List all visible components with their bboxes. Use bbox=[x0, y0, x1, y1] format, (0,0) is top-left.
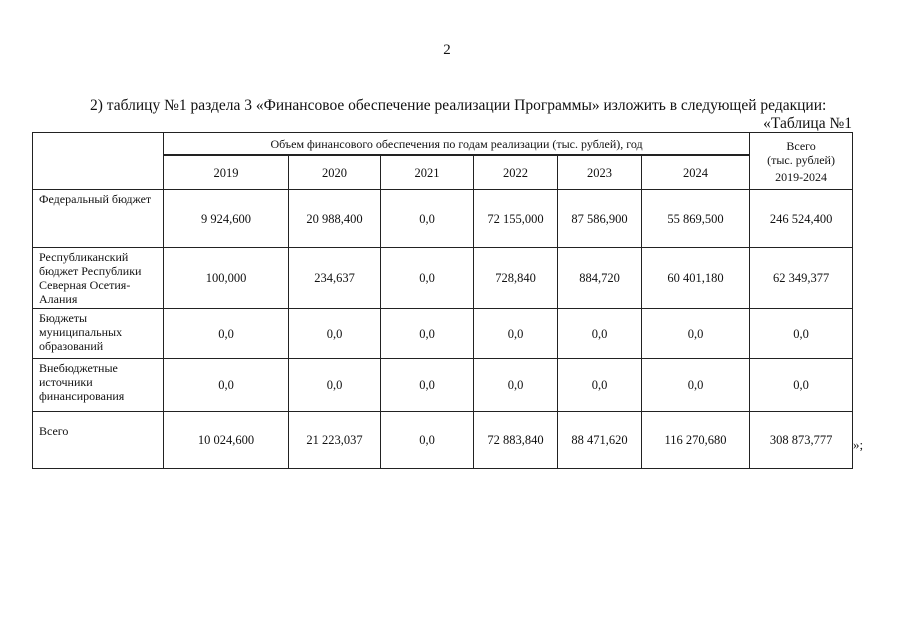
page-number: 2 bbox=[443, 42, 451, 58]
row-label: Федеральный бюджет bbox=[33, 190, 164, 248]
value-cell: 728,840 bbox=[474, 248, 558, 309]
value-cell: 55 869,500 bbox=[642, 190, 750, 248]
year-header-2021: 2021 bbox=[381, 155, 474, 190]
value-cell: 0,0 bbox=[558, 359, 642, 412]
total-cell: 308 873,777 bbox=[750, 412, 853, 469]
value-cell: 0,0 bbox=[642, 359, 750, 412]
table-row-federal-budget bbox=[33, 190, 853, 248]
value-cell: 116 270,680 bbox=[642, 412, 750, 469]
value-cell: 20 988,400 bbox=[289, 190, 381, 248]
table-row-republican-budget bbox=[33, 248, 853, 309]
value-cell: 0,0 bbox=[289, 309, 381, 359]
closing-quote-mark: »; bbox=[853, 437, 864, 452]
value-cell: 0,0 bbox=[289, 359, 381, 412]
header-total-line3: 2019-2024 bbox=[775, 169, 828, 184]
financing-table bbox=[32, 132, 853, 469]
value-cell: 10 024,600 bbox=[164, 412, 289, 469]
row-label: Всего bbox=[33, 412, 164, 469]
row-label: Внебюджетные источники финансирования bbox=[33, 359, 164, 412]
value-cell: 234,637 bbox=[289, 248, 381, 309]
year-header-2019: 2019 bbox=[164, 155, 289, 190]
total-cell: 0,0 bbox=[750, 309, 853, 359]
year-header-2022: 2022 bbox=[474, 155, 558, 190]
total-cell: 246 524,400 bbox=[750, 190, 853, 248]
value-cell: 0,0 bbox=[381, 359, 474, 412]
total-cell: 0,0 bbox=[750, 359, 853, 412]
header-group-cell: Объем финансового обеспечения по годам реализации (тыс. рублей), год bbox=[164, 133, 750, 156]
value-cell: 21 223,037 bbox=[289, 412, 381, 469]
year-header-2024: 2024 bbox=[642, 155, 750, 190]
value-cell: 0,0 bbox=[381, 248, 474, 309]
table-row-municipal-budgets bbox=[33, 309, 853, 359]
value-cell: 0,0 bbox=[381, 309, 474, 359]
value-cell: 884,720 bbox=[558, 248, 642, 309]
table-caption: «Таблица №1 bbox=[763, 115, 852, 132]
value-cell: 87 586,900 bbox=[558, 190, 642, 248]
header-row-group bbox=[33, 133, 853, 156]
year-header-2020: 2020 bbox=[289, 155, 381, 190]
value-cell: 72 155,000 bbox=[474, 190, 558, 248]
value-cell: 0,0 bbox=[642, 309, 750, 359]
header-total-line2: (тыс. рублей) bbox=[767, 152, 835, 167]
intro-text: 2) таблицу №1 раздела 3 «Финансовое обеспечение реализации Программы» изложить в следующей редакции: bbox=[90, 97, 827, 114]
value-cell: 0,0 bbox=[558, 309, 642, 359]
year-header-2023: 2023 bbox=[558, 155, 642, 190]
value-cell: 9 924,600 bbox=[164, 190, 289, 248]
value-cell: 60 401,180 bbox=[642, 248, 750, 309]
value-cell: 100,000 bbox=[164, 248, 289, 309]
value-cell: 0,0 bbox=[164, 359, 289, 412]
header-total-cell bbox=[750, 133, 853, 190]
value-cell: 88 471,620 bbox=[558, 412, 642, 469]
value-cell: 0,0 bbox=[381, 412, 474, 469]
value-cell: 72 883,840 bbox=[474, 412, 558, 469]
value-cell: 0,0 bbox=[474, 309, 558, 359]
row-label: Бюджеты муниципальных образований bbox=[33, 309, 164, 359]
header-corner-cell bbox=[33, 133, 164, 190]
row-label: Республиканский бюджет Республики Северная Осетия-Алания bbox=[33, 248, 164, 309]
table-row-total bbox=[33, 412, 853, 469]
value-cell: 0,0 bbox=[474, 359, 558, 412]
table-row-extrabudgetary bbox=[33, 359, 853, 412]
total-cell: 62 349,377 bbox=[750, 248, 853, 309]
value-cell: 0,0 bbox=[164, 309, 289, 359]
header-total-line1: Всего bbox=[786, 138, 816, 153]
value-cell: 0,0 bbox=[381, 190, 474, 248]
